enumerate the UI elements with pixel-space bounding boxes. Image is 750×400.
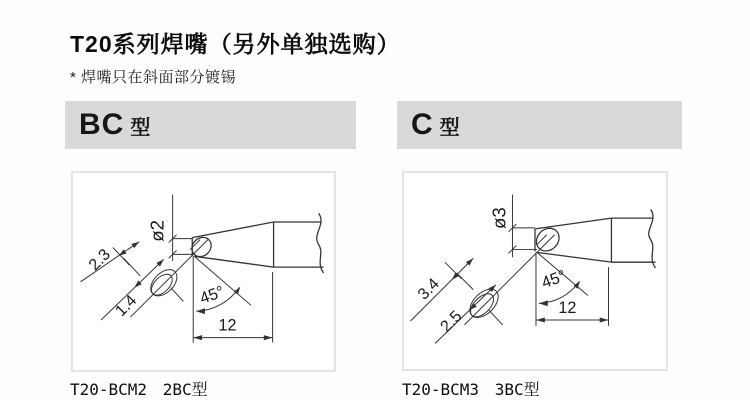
bevel-face-ellipse-inner <box>148 271 176 299</box>
type-label-c: C <box>411 108 434 141</box>
arrowheads <box>452 258 609 322</box>
dim-label-angle: 45° <box>539 266 569 293</box>
diagram-box-c <box>402 171 668 371</box>
dim-label-diameter: ø3 <box>488 207 510 229</box>
dim-label-length: 12 <box>558 298 577 317</box>
bevel-face-ellipse-outer <box>465 284 504 323</box>
dim-label-bevel-minor: 2.5 <box>436 307 466 336</box>
type-label-bc: BC <box>79 108 125 141</box>
panel-header-bc <box>65 101 356 149</box>
panel-header-c <box>397 101 682 149</box>
dim-label-angle: 45° <box>197 282 227 308</box>
bevel-face-ellipse-outer <box>146 265 182 301</box>
dim-label-bevel-minor: 1.4 <box>111 291 141 321</box>
dim-label-diameter: ø2 <box>146 219 168 242</box>
diagram-box-bc <box>71 171 336 372</box>
bevel-face-lines <box>130 240 207 317</box>
dimension-lines <box>80 195 272 343</box>
tip-drawing-bc <box>73 173 334 370</box>
type-suffix-bc: 型 <box>130 117 151 139</box>
dim-label-bevel-major: 2.3 <box>85 245 114 275</box>
model-caption-c: T20-BCM3 3BC型 <box>402 380 540 399</box>
tinning-note: * 焊嘴只在斜面部分镀锡 <box>70 69 237 86</box>
page-title: T20系列焊嘴（另外单独选购） <box>70 31 401 57</box>
dim-label-length: 12 <box>218 316 237 335</box>
type-suffix-c: 型 <box>439 117 460 139</box>
tip-drawing-c <box>404 173 666 369</box>
dim-label-bevel-major: 3.4 <box>414 274 443 304</box>
tip-outline <box>188 213 324 273</box>
model-caption-bc: T20-BCM2 2BC型 <box>70 380 208 399</box>
